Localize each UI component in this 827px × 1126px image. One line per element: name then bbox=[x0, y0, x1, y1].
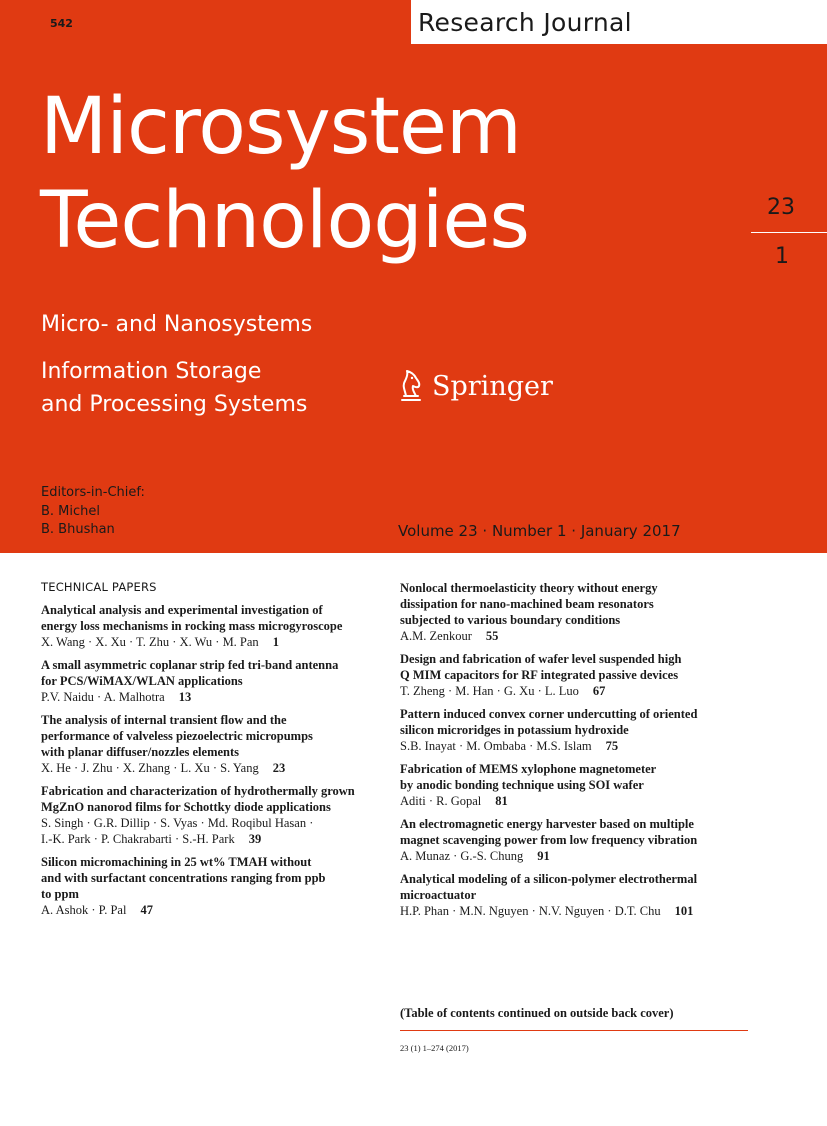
page-number: 47 bbox=[140, 903, 153, 917]
toc-entry bbox=[400, 580, 760, 644]
authors-text: Aditi · R. Gopal bbox=[400, 794, 482, 808]
springer-horse-icon bbox=[396, 368, 426, 404]
toc-entry bbox=[400, 651, 760, 699]
footer-rule bbox=[400, 1030, 748, 1031]
subtitle-line: and Processing Systems bbox=[41, 392, 308, 417]
article-title-line: A small asymmetric coplanar strip fed tri-band antenna bbox=[41, 658, 339, 672]
series-banner bbox=[411, 0, 827, 44]
subtitle-information-storage bbox=[41, 355, 307, 421]
toc-entry bbox=[41, 783, 401, 847]
article-title-line: Fabrication of MEMS xylophone magnetometer bbox=[400, 762, 657, 776]
toc-entry bbox=[400, 871, 760, 919]
subtitle-line: Information Storage bbox=[41, 359, 262, 384]
article-authors bbox=[400, 628, 760, 644]
publisher-name: Springer bbox=[432, 370, 553, 402]
article-title-line: The analysis of internal transient flow and the bbox=[41, 713, 287, 727]
article-title-line: and with surfactant concentrations ranging from ppb bbox=[41, 871, 326, 885]
subtitle-micro-nano: Micro- and Nanosystems bbox=[41, 312, 313, 337]
authors-text: S.B. Inayat · M. Ombaba · M.S. Islam bbox=[400, 739, 592, 753]
journal-title-line1: Microsystem bbox=[40, 82, 521, 172]
editor-name: B. Michel bbox=[41, 503, 101, 519]
article-authors bbox=[41, 902, 401, 918]
article-authors bbox=[400, 683, 760, 699]
article-title-line: Nonlocal thermoelasticity theory without energy bbox=[400, 581, 658, 595]
editor-name: B. Bhushan bbox=[41, 522, 115, 537]
journal-title-line2: Technologies bbox=[40, 176, 530, 266]
article-title-line: Pattern induced convex corner undercutting of oriented bbox=[400, 707, 698, 721]
volume-divider bbox=[751, 232, 827, 233]
continued-note: (Table of contents continued on outside back cover) bbox=[400, 1006, 674, 1020]
article-title-line: by anodic bonding technique using SOI wafer bbox=[400, 778, 644, 792]
page-number: 101 bbox=[674, 904, 694, 918]
authors-text: X. He · J. Zhu · X. Zhang · L. Xu · S. Yang bbox=[41, 761, 259, 775]
authors-text: P.V. Naidu · A. Malhotra bbox=[41, 690, 165, 704]
article-title-line: Design and fabrication of wafer level suspended high bbox=[400, 652, 682, 666]
article-title-line: Analytical modeling of a silicon-polymer electrothermal bbox=[400, 872, 698, 886]
authors-text: A.M. Zenkour bbox=[400, 629, 472, 643]
article-authors bbox=[400, 738, 760, 754]
page-number: 91 bbox=[537, 849, 550, 863]
toc-entry bbox=[41, 854, 401, 918]
authors-text: A. Munaz · G.-S. Chung bbox=[400, 849, 524, 863]
article-authors bbox=[41, 689, 401, 705]
article-title-line: dissipation for nano-machined beam resonators bbox=[400, 597, 654, 611]
issue-number: 1 bbox=[775, 244, 789, 269]
toc-entry bbox=[41, 712, 401, 776]
issue-code: 542 bbox=[50, 17, 73, 30]
toc-right-column bbox=[400, 580, 760, 926]
article-title-line: Q MIM capacitors for RF integrated passive devices bbox=[400, 668, 679, 682]
article-title-line: subjected to various boundary conditions bbox=[400, 613, 621, 627]
article-authors bbox=[400, 903, 760, 919]
article-authors bbox=[400, 848, 760, 864]
editors-label: Editors-in-Chief: bbox=[41, 485, 145, 500]
toc-entry bbox=[400, 706, 760, 754]
toc-left-column bbox=[41, 580, 401, 925]
authors-text: H.P. Phan · M.N. Nguyen · N.V. Nguyen · D.T. Chu bbox=[400, 904, 661, 918]
authors-text: A. Ashok · P. Pal bbox=[41, 903, 127, 917]
article-title-line: MgZnO nanorod films for Schottky diode applications bbox=[41, 800, 331, 814]
article-title-line: for PCS/WiMAX/WLAN applications bbox=[41, 674, 243, 688]
article-title-line: microactuator bbox=[400, 888, 477, 902]
article-title-line: with planar diffuser/nozzles elements bbox=[41, 745, 240, 759]
cover-band bbox=[0, 0, 827, 553]
toc-entry bbox=[400, 761, 760, 809]
article-authors bbox=[41, 831, 401, 847]
authors-text: T. Zheng · M. Han · G. Xu · L. Luo bbox=[400, 684, 579, 698]
article-title-line: Analytical analysis and experimental investigation of bbox=[41, 603, 323, 617]
citation-line: 23 (1) 1–274 (2017) bbox=[400, 1043, 469, 1053]
article-title-line: silicon microridges in potassium hydroxide bbox=[400, 723, 629, 737]
article-title-line: to ppm bbox=[41, 887, 79, 901]
article-authors bbox=[41, 815, 401, 831]
page-number: 81 bbox=[495, 794, 508, 808]
page-number: 23 bbox=[272, 761, 286, 775]
page-number: 75 bbox=[605, 739, 619, 753]
section-heading: TECHNICAL PAPERS bbox=[41, 580, 157, 594]
article-title-line: Silicon micromachining in 25 wt% TMAH without bbox=[41, 855, 312, 869]
page-number: 67 bbox=[592, 684, 606, 698]
volume-number: 23 bbox=[767, 195, 795, 220]
toc-entry bbox=[400, 816, 760, 864]
page-number: 1 bbox=[272, 635, 279, 649]
authors-text: I.-K. Park · P. Chakrabarti · S.-H. Park bbox=[41, 832, 235, 846]
issue-line: Volume 23 · Number 1 · January 2017 bbox=[398, 522, 681, 540]
article-title-line: An electromagnetic energy harvester based on multiple bbox=[400, 817, 694, 831]
article-title-line: performance of valveless piezoelectric micropumps bbox=[41, 729, 313, 743]
toc-entry bbox=[41, 657, 401, 705]
authors-text: X. Wang · X. Xu · T. Zhu · X. Wu · M. Pan bbox=[41, 635, 259, 649]
editors-block bbox=[41, 484, 145, 540]
article-authors bbox=[41, 760, 401, 776]
article-authors bbox=[41, 634, 401, 650]
page-number: 13 bbox=[178, 690, 192, 704]
article-authors bbox=[400, 793, 760, 809]
article-title-line: Fabrication and characterization of hydrothermally grown bbox=[41, 784, 355, 798]
page-number: 39 bbox=[248, 832, 262, 846]
toc-entry bbox=[41, 602, 401, 650]
publisher-logo bbox=[396, 368, 553, 404]
page-number: 55 bbox=[485, 629, 499, 643]
article-title-line: magnet scavenging power from low frequency vibration bbox=[400, 833, 698, 847]
toc-right-list bbox=[400, 580, 760, 919]
article-title-line: energy loss mechanisms in rocking mass microgyroscope bbox=[41, 619, 343, 633]
toc-left-list bbox=[41, 602, 401, 918]
authors-text: S. Singh · G.R. Dillip · S. Vyas · Md. Roqibul Hasan · bbox=[41, 816, 314, 830]
series-label: Research Journal bbox=[418, 8, 632, 37]
